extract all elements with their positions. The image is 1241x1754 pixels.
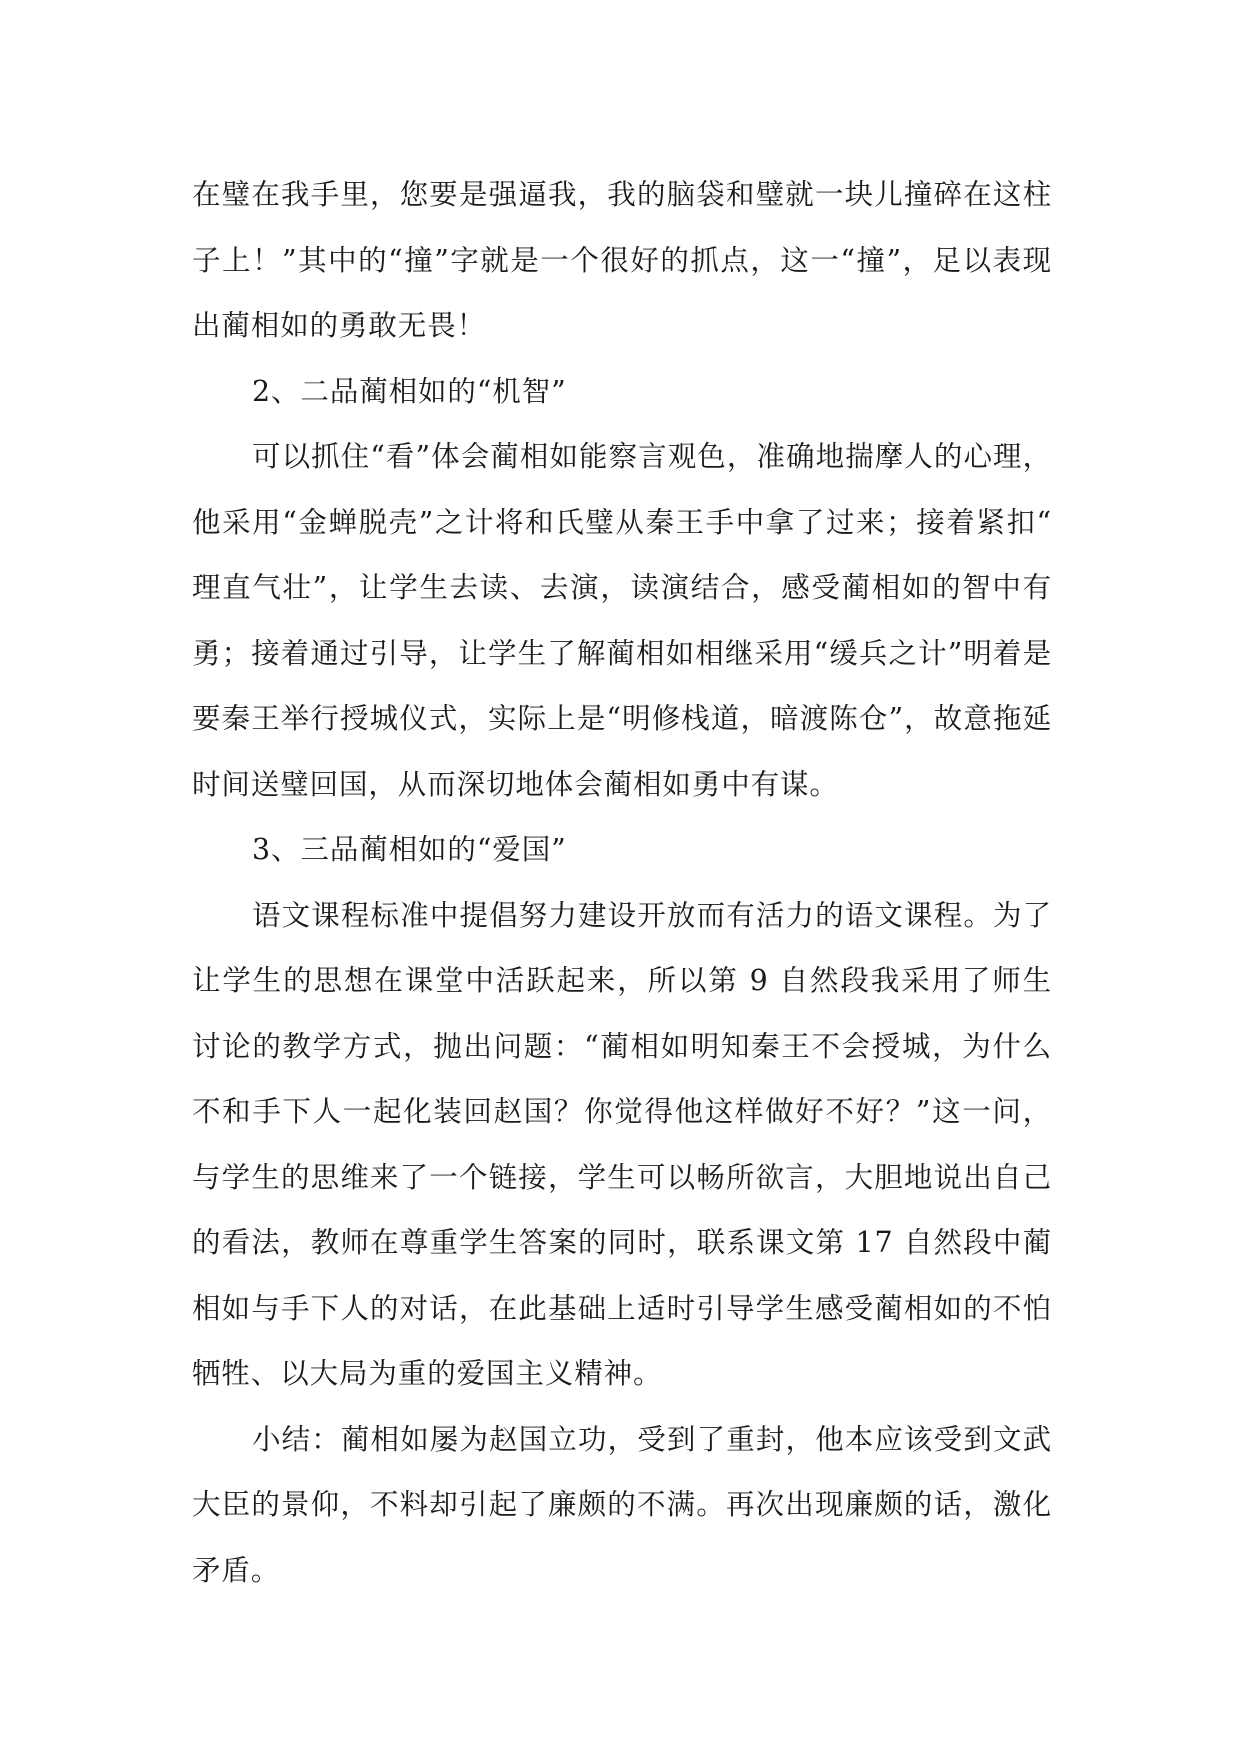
paragraph-wit: 可以抓住“看”体会蔺相如能察言观色，准确地揣摩人的心理，他采用“金蝉脱壳”之计将和氏璧从秦王手中拿了过来；接着紧扣“理直气壮”，让学生去读、去演，读演结合，感受蔺相如的智中有勇；接着通过引导，让学生了解蔺相如相继采用“缓兵之计”明着是要秦王举行授城仪式，实际上是“明修栈道，暗渡陈仓”，故意拖延时间送璧回国，从而深切地体会蔺相如勇中有谋。 <box>192 440 1052 801</box>
paragraph-patriotism: 语文课程标准中提倡努力建设开放而有活力的语文课程。为了让学生的思想在课堂中活跃起来，所以第 9 自然段我采用了师生讨论的教学方式，抛出问题：“蔺相如明知秦王不会授城，为什么不和手下人一起化装回赵国？你觉得他这样做好不好？”这一问，与学生的思维来了一个链接，学生可以畅所欲言，大胆地说出自己的看法，教师在尊重学生答案的同时，联系课文第 17 自然段中蔺相如与手下人的对话，在此基础上适时引导学生感受蔺相如的不怕牺牲、以大局为重的爱国主义精神。 <box>192 898 1052 1390</box>
paragraph-continuation: 在璧在我手里，您要是强逼我，我的脑袋和璧就一块儿撞碎在这柱子上！”其中的“撞”字就是一个很好的抓点，这一“撞”，足以表现出蔺相如的勇敢无畏！ <box>192 178 1052 342</box>
page-body <box>192 162 1052 1603</box>
section-heading-wit: 2、二品蔺相如的“机智” <box>252 374 567 408</box>
section-heading-patriotism: 3、三品蔺相如的“爱国” <box>252 833 567 866</box>
paragraph-summary: 小结：蔺相如屡为赵国立功，受到了重封，他本应该受到文武大臣的景仰，不料却引起了廉颇的不满。再次出现廉颇的话，激化矛盾。 <box>192 1422 1052 1587</box>
